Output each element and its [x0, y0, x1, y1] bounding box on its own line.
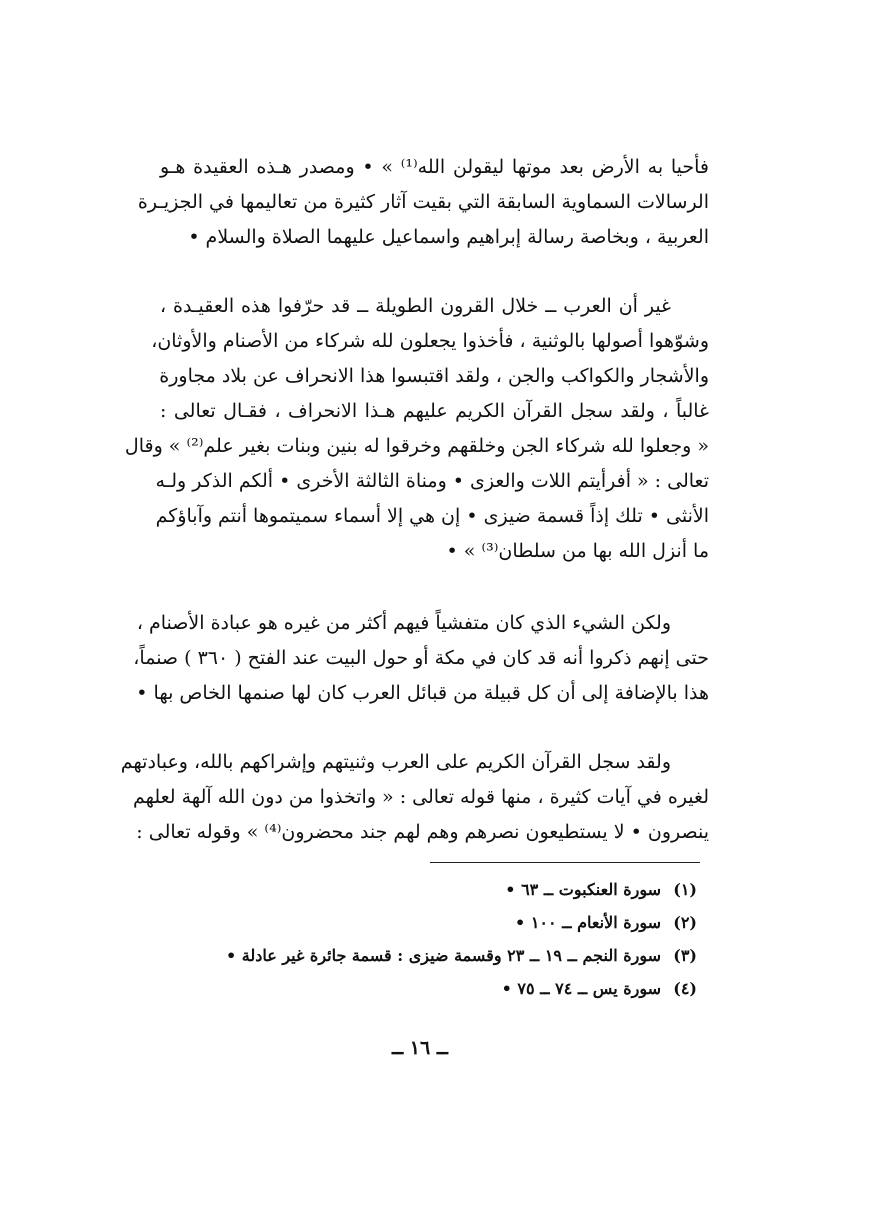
footnote-item [217, 972, 697, 1005]
paragraph-3 [133, 606, 709, 711]
text-line: ما أنزل الله بها من سلطان⁽³⁾ » • [446, 540, 709, 562]
paragraph-4 [120, 745, 709, 850]
text-line: العربية ، وبخاصة رسالة إبراهيم واسماعيل عليهما الصلاة والسلام • [188, 226, 709, 248]
text-line: ولكن الشيء الذي كان متفشياً فيهم أكثر من غيره هو عبادة الأصنام ، [136, 612, 671, 634]
text-line: الرسالات السماوية السابقة التي بقيت آثار كثيرة من تعاليمها في الجزيـرة [137, 191, 709, 213]
footnote-item [217, 873, 697, 906]
text-line: غير أن العرب ــ خلال القرون الطويلة ــ قد حرّفوا هذه العقيـدة ، [160, 295, 671, 317]
text-line: وشوّهوا أصولها بالوثنية ، فأخذوا يجعلون لله شركاء من الأصنام والأوثان، [151, 330, 709, 352]
text-line: تعالى : « أفرأيتم اللات والعزى • ومناة الثالثة الأخرى • ألكم الذكر ولـه [155, 470, 709, 492]
paragraph-1 [137, 150, 710, 255]
footnote-item [217, 939, 697, 972]
paragraph-2 [124, 289, 709, 569]
text-line: فأحيا به الأرض بعد موتها ليقولن الله⁽¹⁾ » • ومصدر هـذه العقيدة هـو [160, 156, 710, 178]
footnotes [217, 873, 697, 1005]
footnote-item [217, 906, 697, 939]
footnote-text: سورة الأنعام ــ ١٠٠ • [515, 913, 661, 932]
text-line: الأنثى • تلك إذاً قسمة ضيزى • إن هي إلا أسماء سميتموها أنتم وآباؤكم [155, 505, 709, 527]
footnote-text: سورة يس ــ ٧٤ ــ ٧٥ • [501, 979, 661, 998]
footnote-number: (٤) [673, 979, 697, 998]
text-line: هذا بالإضافة إلى أن كل قبيلة من قبائل العرب كان لها صنمها الخاص بها • [136, 682, 709, 704]
text-line: ولقد سجل القرآن الكريم على العرب وثنيتهم وإشراكهم بالله، وعبادتهم [120, 751, 671, 773]
text-line: والأشجار والكواكب والجن ، ولقد اقتبسوا هذا الانحراف عن بلاد مجاورة [159, 365, 709, 387]
text-line: لغيره في آيات كثيرة ، منها قوله تعالى : « واتخذوا من دون الله آلهة لعلهم [132, 786, 709, 808]
footnote-number: (٣) [673, 946, 697, 965]
text-line: حتى إنهم ذكروا أنه قد كان في مكة أو حول البيت عند الفتح ( ٣٦٠ ) صنماً، [133, 647, 709, 669]
text-line: ينصرون • لا يستطيعون نصرهم وهم لهم جند محضرون⁽⁴⁾ » وقوله تعالى : [136, 821, 709, 843]
footnote-number: (١) [673, 880, 697, 899]
footnote-number: (٢) [673, 913, 697, 932]
footnote-divider [430, 862, 700, 863]
text-line: غالباً ، ولقد سجل القرآن الكريم عليهم هـذا الانحراف ، فقـال تعالى : [160, 400, 709, 422]
footnote-text: سورة النجم ــ ١٩ ــ ٢٣ وقسمة ضيزى : قسمة جائرة غير عادلة • [225, 946, 661, 965]
footnote-text: سورة العنكبوت ــ ٦٣ • [505, 880, 661, 899]
text-line: « وجعلوا لله شركاء الجن وخلقهم وخرقوا له بنين وبنات بغير علم⁽²⁾ » وقال [124, 435, 709, 457]
page-number: ــ ١٦ ــ [392, 1037, 448, 1059]
